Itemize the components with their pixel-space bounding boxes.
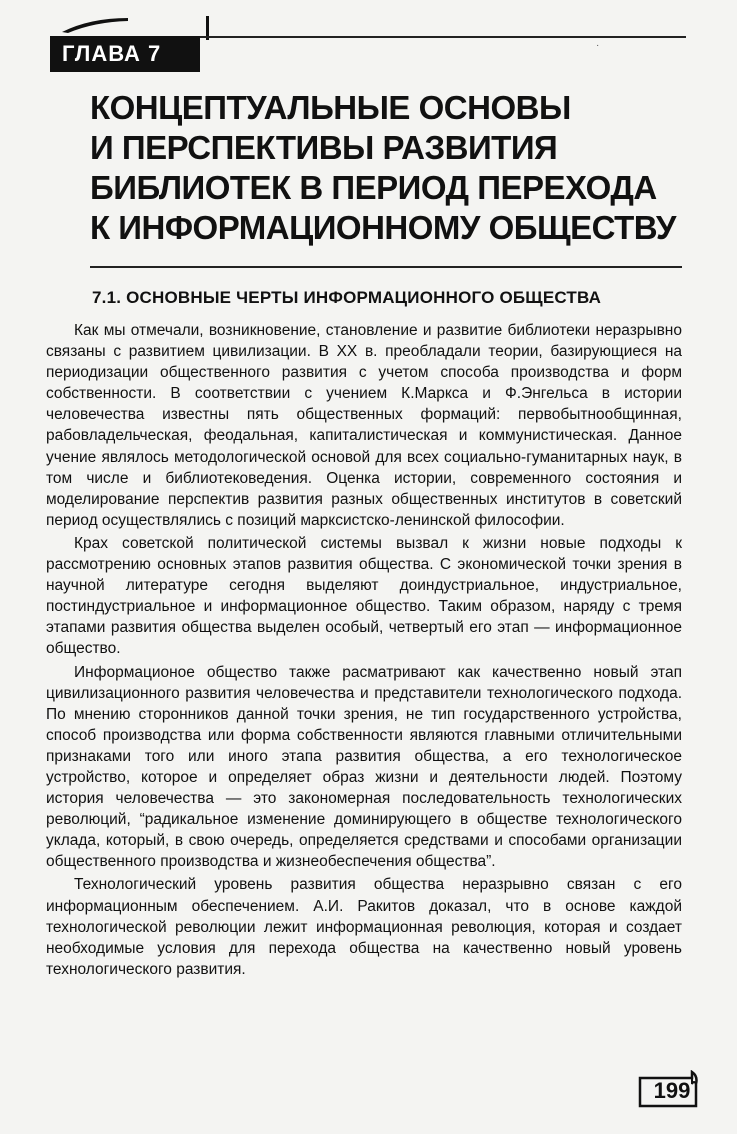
chapter-header [50, 30, 686, 74]
paragraph: Крах советской политической системы вызвал к жизни новые подходы к рассмотрению основных этапов развития общества. С экономической точки зрения в научной литературе сегодня выделяют доиндустриальное, индустриальное, постиндустриальное и информационное общество. Таким образом, наряду с тремя этапами развития общества выделен особый, четвертый его этап — информационное общество. [46, 534, 682, 658]
paragraph: Как мы отмечали, возникновение, становление и развитие библиотеки неразрывно связаны с развитием цивилизации. В XX в. преобладали теории, базирующиеся на периодизации общественного развития с учетом способа производства и форм собственности. В соответствии с учением К.Маркса и Ф.Энгельса в истории человечества известны пять общественных формаций: первобытнообщинная, рабовладельческая, феодальная, капиталистическая и коммунистическая. Данное учение являлось методологической основой для всех социально-гуманитарных наук, в том числе и библиотековедения. Оценка истории, современного состояния и моделирование перспектив развития разных общественных институтов в советский период осуществлялись с позиций марксистско-ленинской философии. [46, 322, 682, 529]
body-text [46, 320, 682, 982]
chapter-title-line: БИБЛИОТЕК В ПЕРИОД ПЕРЕХОДА [90, 169, 657, 206]
chapter-title-line: КОНЦЕПТУАЛЬНЫЕ ОСНОВЫ [90, 89, 571, 126]
print-speck: · [596, 40, 600, 51]
section-title: 7.1. ОСНОВНЫЕ ЧЕРТЫ ИНФОРМАЦИОННОГО ОБЩЕСТВА [92, 288, 602, 307]
chapter-title-line: К ИНФОРМАЦИОННОМУ ОБЩЕСТВУ [90, 209, 676, 246]
paragraph: Информационое общество также расматривают как качественно новый этап цивилизационного развития человечества и представители технологического подхода. По мнению сторонников данной точки зрения, не тип государственного устройства, способ производства или форма собственности являются главными отличительными признаками того или иного этапа развития общества, а его технологическое устройство, которое и определяет образ жизни и деятельности людей. Поэтому история человечества — это закономерная последовательность технологических революций, “радикальное изменение доминирующего в обществе технологического уклада, который, в свою очередь, определяется средствами и способами организации общественного производства и жизнеобеспечения общества”. [46, 663, 682, 871]
chapter-title-line: И ПЕРСПЕКТИВЫ РАЗВИТИЯ [90, 129, 558, 166]
page-number: 199 [653, 1078, 691, 1103]
chapter-title [90, 88, 690, 248]
paragraph: Технологический уровень развития общества неразрывно связан с его информационным обеспечением. А.И. Ракитов доказал, что в основе каждой технологической революции лежит информационная революция, которая и создает необходимые условия для перехода общества на качественно новый уровень технологического развития. [46, 876, 682, 978]
chapter-label: ГЛАВА 7 [50, 36, 200, 72]
page-number-badge [636, 1070, 704, 1110]
title-divider [90, 266, 682, 268]
header-swoosh-ornament [60, 16, 130, 34]
